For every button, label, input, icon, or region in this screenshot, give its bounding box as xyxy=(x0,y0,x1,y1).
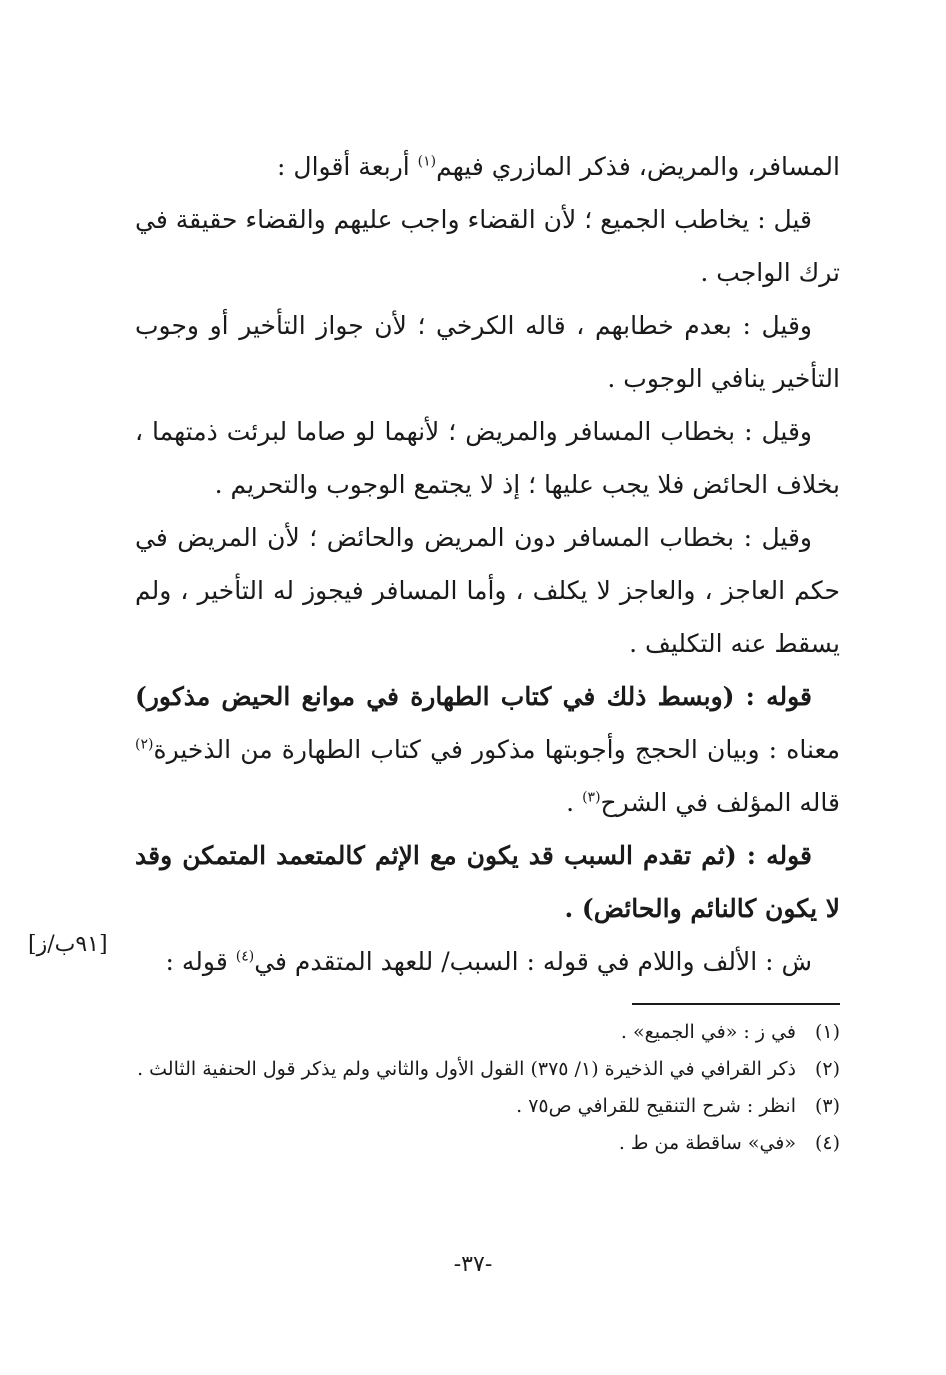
page-number: -٣٧- xyxy=(453,1252,493,1277)
footnote-item xyxy=(135,1088,840,1125)
footnote-ref-2[interactable]: (٢) xyxy=(135,736,154,753)
footnotes-section xyxy=(135,1014,840,1162)
footnote-ref-3[interactable]: (٣) xyxy=(582,789,601,806)
footnote-ref-1[interactable]: (١) xyxy=(417,153,437,170)
quoted-text-heading-1: قوله : (وبسط ذلك في كتاب الطهارة في موانع الحيض مذكور) xyxy=(135,682,812,711)
paragraph-1-text-b: أربعة أقوال : xyxy=(277,152,418,181)
footnote-number: (٢) xyxy=(814,1058,840,1080)
paragraph-4: وقيل : بخطاب المسافر والمريض ؛ لأنهما لو صاما لبرئت ذمتهما ، بخلاف الحائض فلا يجب عليها ؛ إذ لا يجتمع الوجوب والتحريم . xyxy=(135,417,840,499)
main-text-block xyxy=(135,140,840,988)
footnote-ref-4[interactable]: (٤) xyxy=(235,948,255,965)
footnote-number: (٤) xyxy=(814,1132,840,1154)
paragraph-8-text-a: ش : الألف واللام في قوله : السبب/ للعهد المتقدم في xyxy=(254,947,812,976)
quoted-text-heading-2: قوله : (ثم تقدم السبب قد يكون مع الإثم كالمتعمد المتمكن وقد لا يكون كالنائم والحائض) . xyxy=(135,841,840,923)
footnote-text: في ز : «في الجميع» . xyxy=(620,1021,796,1043)
footnote-item xyxy=(135,1014,840,1051)
paragraph-6-text-b: قاله المؤلف في الشرح xyxy=(600,788,840,817)
paragraph-6-text-a: معناه : وبيان الحجج وأجوبتها مذكور في كتاب الطهارة من الذخيرة xyxy=(153,735,840,764)
paragraph-5: وقيل : بخطاب المسافر دون المريض والحائض ؛ لأن المريض في حكم العاجز ، والعاجز لا يكلف ، وأما المسافر فيجوز له التأخير ، ولم يسقط عنه التكليف . xyxy=(135,523,840,658)
paragraph-1 xyxy=(135,140,840,193)
footnote-item xyxy=(135,1051,840,1088)
footnote-number: (١) xyxy=(814,1021,840,1043)
footnote-number: (٣) xyxy=(814,1095,840,1117)
paragraph-3: وقيل : بعدم خطابهم ، قاله الكرخي ؛ لأن جواز التأخير أو وجوب التأخير ينافي الوجوب . xyxy=(135,311,840,393)
footnote-divider xyxy=(632,1003,840,1005)
paragraph-8-text-b: قوله : xyxy=(165,947,236,976)
manuscript-folio-marker: [٩١ب/ز] xyxy=(28,932,108,957)
footnote-text: «في» ساقطة من ط . xyxy=(618,1132,796,1154)
footnote-item xyxy=(135,1125,840,1162)
paragraph-8 xyxy=(135,935,840,988)
paragraph-6-text-c: . xyxy=(566,788,583,817)
paragraph-6 xyxy=(135,670,840,829)
paragraph-2: قيل : يخاطب الجميع ؛ لأن القضاء واجب عليهم والقضاء حقيقة في ترك الواجب . xyxy=(135,205,840,287)
footnote-text: ذكر القرافي في الذخيرة (١/ ٣٧٥) القول الأول والثاني ولم يذكر قول الحنفية الثالث . xyxy=(137,1058,796,1080)
footnote-text: انظر : شرح التنقيح للقرافي ص٧٥ . xyxy=(516,1095,796,1117)
paragraph-1-text-a: المسافر، والمريض، فذكر المازري فيهم xyxy=(436,152,840,181)
